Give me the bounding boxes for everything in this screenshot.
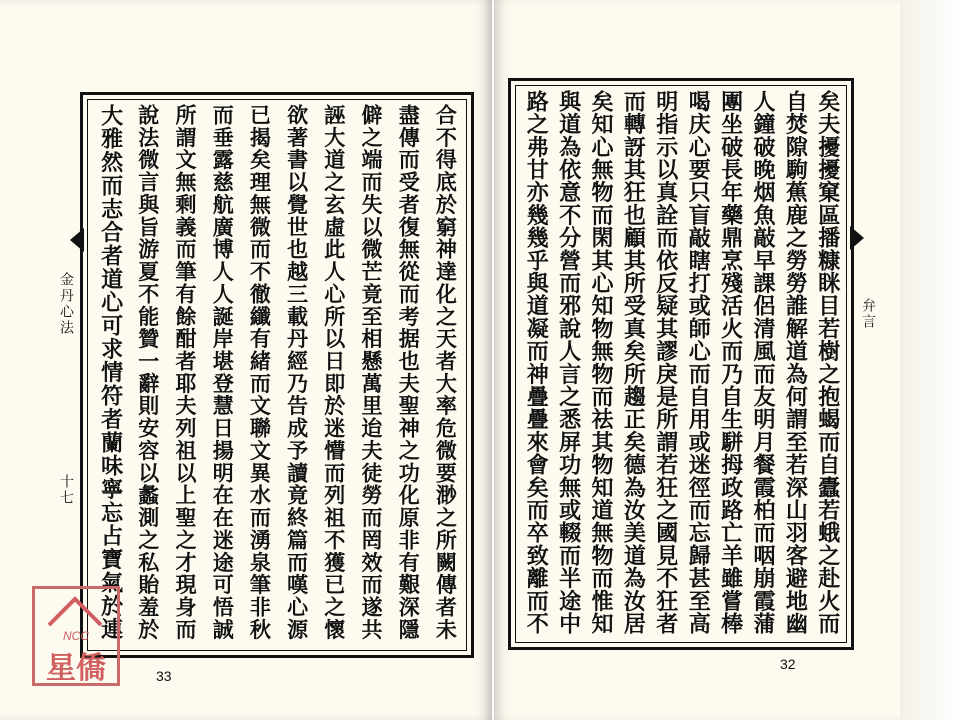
text-column: 喝庆心要只盲敲瞎打或師心而自用或迷徑而忘歸甚至高: [685, 90, 712, 635]
house-icon: [45, 595, 105, 627]
text-column: 已揭矣理無微而不徹纖有緒而文聯文異水而湧泉筆非秋: [247, 104, 273, 641]
text-column: 誣大道之玄虛此人心所以日即於迷懵而列祖不獲已之懷: [321, 104, 347, 641]
text-column: 而垂露慈航廣博人人誕岸堪登慧日揚明在在迷途可悟誠: [210, 104, 236, 641]
watermark-stamp: [32, 586, 120, 686]
text-column: 矣知心無物而閑其心知物無物而祛其物知道無物而惟知: [588, 90, 614, 635]
right-running-title: 弁言: [860, 298, 876, 330]
left-text-block: [92, 104, 464, 648]
text-column: 路之弗甘亦幾幾乎與道凝而神疊疊來會矣而卒致離而不: [523, 90, 550, 635]
right-text-block: [520, 90, 844, 642]
left-page-number: 33: [156, 668, 172, 684]
text-column: 盡傳而受者復無從而考据也夫聖神之功化原非有艱深隱: [396, 104, 422, 641]
text-column: 而轉訝其狂也顧其所受真矣所趨正矣德為汝美道為汝居: [620, 90, 647, 635]
text-column: 團坐破長年藥鼎烹殘活火而乃自生駢拇政路亡羊雖嘗棒: [717, 90, 744, 635]
text-column: 明指示以真詮而依反疑其謬戾是所謂若狂之國見不狂者: [652, 90, 679, 635]
text-column: 自焚隙駒蕉鹿之勞勞誰解道為何謂至若深山羽客避地幽: [782, 90, 809, 635]
text-column: 所謂文無剩義而筆有餘酣者耶夫列祖以上聖之才現身而: [173, 104, 198, 641]
right-margin-tab: [850, 226, 864, 250]
text-column: 合不得底於窮神達化之天者大率危微要渺之所闕傳者未: [433, 104, 459, 641]
page-edge: [900, 0, 960, 720]
stamp-line1: NCC: [63, 629, 89, 643]
stamp-line2: 星僑: [46, 651, 106, 686]
text-column: 欲著書以覺世也越三載丹經乃告成予讀竟終篇而嘆心源: [284, 104, 310, 641]
right-page-number: 32: [780, 656, 796, 672]
text-column: 與道為依意不分營而邪說人言之悉屏功無或輟而半途中: [555, 90, 582, 635]
text-column: 矣夫擾擾窠區播糠眯目若樹之抱蝎而自蠹若蛾之赴火而: [814, 90, 841, 635]
left-folio-label: 十七: [58, 474, 74, 506]
left-margin-tab: [70, 228, 84, 252]
text-column: 大雅然而志合者道心可求情符者蘭味寧忘占寶氣於連: [97, 104, 124, 642]
left-running-title: 金丹心法: [58, 272, 74, 336]
text-column: 說法微言與旨游夏不能贊一辭則安容以蠡測之私貽羞於: [135, 104, 161, 641]
text-column: 人鐘破晚烟魚敲早課侶清風而友明月餐霞柏而咽崩霞蒲: [750, 90, 776, 635]
text-column: 僻之端而失以微芒竟至相懸萬里迨夫徒勞而罔效而遂共: [359, 104, 384, 641]
